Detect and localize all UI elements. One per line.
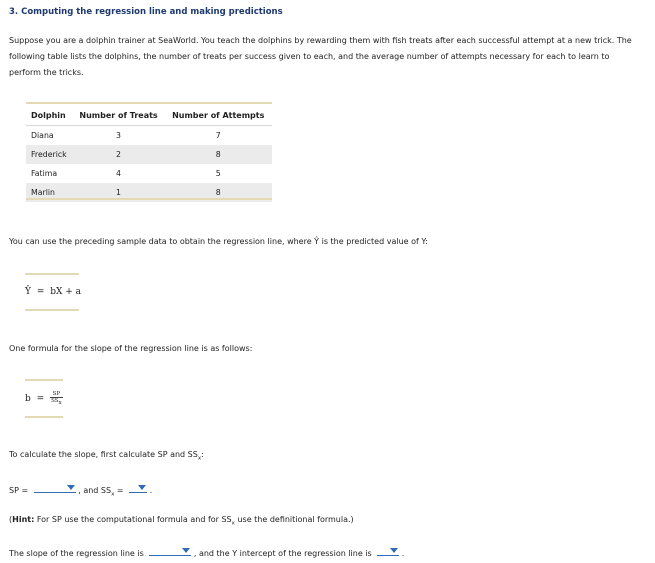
cell-attempts: 7 <box>215 131 221 140</box>
slope-fraction <box>50 391 63 406</box>
period: . <box>149 486 153 495</box>
slope-intro: One formula for the slope of the regression line is as follows: <box>9 344 253 353</box>
formula-equals: = <box>36 394 45 405</box>
cell-treats: 2 <box>73 145 165 164</box>
dolphin-table <box>26 106 272 202</box>
hint-label: Hint: <box>12 515 35 524</box>
table-row <box>26 145 272 164</box>
period: . <box>401 549 405 558</box>
table-bottom-rule <box>26 198 272 200</box>
header-treats: Number of Treats <box>73 106 165 126</box>
regression-formula <box>25 287 81 297</box>
cell-dolphin: Frederick <box>26 145 73 164</box>
intercept-dropdown[interactable] <box>377 546 399 556</box>
table-row <box>26 164 272 183</box>
cell-attempts: 5 <box>215 169 221 178</box>
ssx-dropdown[interactable] <box>129 483 147 493</box>
sp-label: SP = <box>9 486 29 495</box>
slope-dropdown[interactable] <box>149 546 191 556</box>
cell-treats: 1 <box>73 183 165 202</box>
cell-attempts: 8 <box>164 183 272 202</box>
fraction-denominator: $SS_x$ <box>51 398 62 407</box>
cell-treats: 4 <box>116 169 122 178</box>
table-top-rule <box>26 102 272 104</box>
chevron-down-icon <box>390 548 398 553</box>
fraction-numerator: SP <box>50 391 63 398</box>
formula-equals: = <box>36 287 45 297</box>
regression-formula-box <box>25 273 82 311</box>
regression-intro: You can use the preceding sample data to obtain the regression line, where Ŷ is the predicted value of Y: <box>9 237 428 246</box>
cell-dolphin: Diana <box>31 131 54 140</box>
formula-b: b <box>25 394 31 405</box>
sp-dropdown[interactable] <box>34 483 76 493</box>
header-dolphin: Dolphin <box>26 106 73 126</box>
ss-label: , and $SS_x$ = <box>78 486 124 498</box>
sp-ss-line <box>9 483 152 498</box>
cell-treats: 3 <box>116 131 122 140</box>
question-title: 3. Computing the regression line and making predictions <box>9 7 283 17</box>
chevron-down-icon <box>67 485 75 490</box>
formula-yhat: Ŷ <box>25 287 31 297</box>
cell-dolphin: Fatima <box>31 169 58 178</box>
hint-text: (Hint: For SP use the computational formula and for $SS_x$ use the definitional formula.) <box>9 515 354 527</box>
cell-dolphin: Marlin <box>26 183 73 202</box>
calc-intro: To calculate the slope, first calculate SP and $SS_x$: <box>9 450 204 462</box>
header-attempts: Number of Attempts <box>164 106 272 126</box>
chevron-down-icon <box>182 548 190 553</box>
slope-question: The slope of the regression line is <box>9 549 144 558</box>
formula-rhs: bX + a <box>50 287 82 297</box>
cell-attempts: 8 <box>164 145 272 164</box>
slope-intercept-line <box>9 546 404 558</box>
intro-paragraph: Suppose you are a dolphin trainer at SeaWorld. You teach the dolphins by rewarding them with fish treats after each successful attempt at a new trick. The following table lists the dolphins, the number of treats per success given to each, and the average number of attempts necessary for each to learn to perform the tricks. <box>9 36 632 77</box>
intercept-question: , and the Y intercept of the regression line is <box>193 549 372 558</box>
slope-formula <box>25 391 63 406</box>
chevron-down-icon <box>138 485 146 490</box>
slope-formula-box <box>25 379 63 418</box>
table-row <box>26 126 272 146</box>
